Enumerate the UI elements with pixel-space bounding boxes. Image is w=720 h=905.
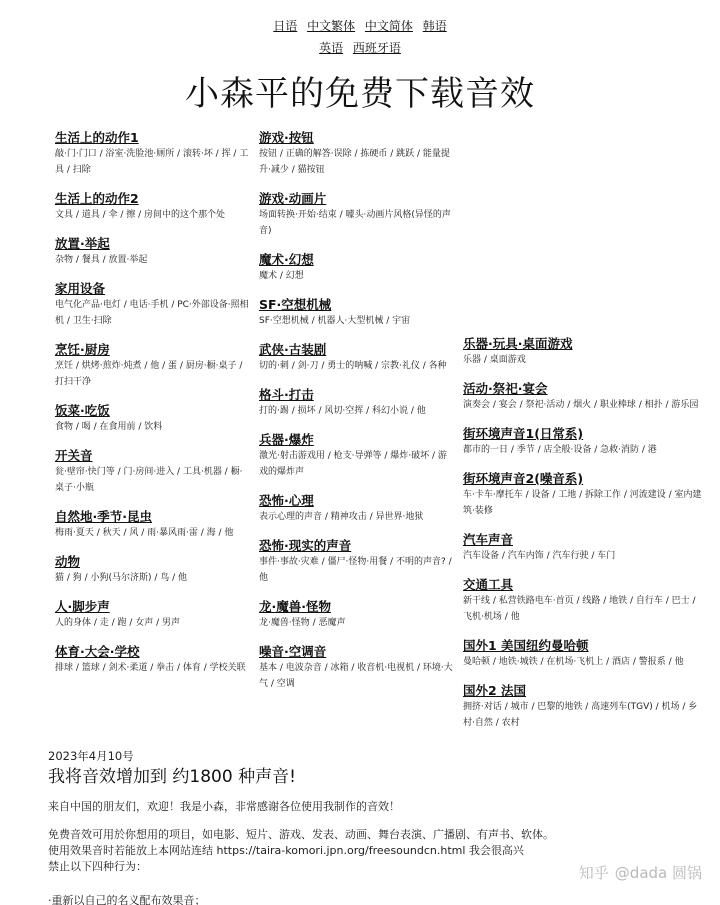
news-headline: 我将音效增加到 约1800 种声音! [48,767,296,787]
category-link[interactable]: 格斗·打击 [259,387,314,402]
category-link[interactable]: 动物 [55,554,81,569]
category-link[interactable]: 国外1 美国纽约曼哈顿 [463,638,589,653]
news-date: 2023年4月10号 [48,749,134,763]
category-desc: 杂物 / 餐具 / 放置·举起 [55,255,148,265]
language-row-1 [0,15,720,37]
category-item [259,188,455,239]
category-link[interactable]: 恐怖·现实的声音 [259,538,352,553]
category-link[interactable]: 体育·大会·学校 [55,644,140,659]
category-desc: 文具 / 道具 / 伞 / 擦 / 房间中的这个那个处 [55,210,226,220]
category-link[interactable]: 噪音·空调音 [259,644,327,659]
category-desc: 拥挤·对话 / 城市 / 巴黎的地铁 / 高速列车(TGV) / 机场 / 乡村·自然 / 农村 [463,702,698,728]
category-item [259,384,455,419]
category-item [55,596,251,631]
category-desc: 表示心理的声音 / 精神攻击 / 异世界·地狱 [259,512,424,522]
category-item [55,506,251,541]
category-link[interactable]: 生活上的动作2 [55,191,139,206]
category-link[interactable]: 武侠·古装剧 [259,342,327,357]
category-item [259,490,455,525]
category-desc: 基本 / 电波杂音 / 冰箱 / 收音机·电视机 / 环境·大气 / 空调 [259,663,453,689]
category-item [55,188,251,223]
category-item [55,400,251,435]
category-desc: 梅雨·夏天 / 秋天 / 风 / 雨·暴风雨·雷 / 海 / 他 [55,528,234,538]
category-desc: 按钮 / 正确的解答·误除 / 拣硬币 / 跳跃 / 能量提升·减少 / 猫按钮 [259,149,450,175]
category-link[interactable]: 兵器·爆炸 [259,432,314,447]
category-item [259,641,455,692]
lang-link-english[interactable]: 英语 [319,41,344,55]
category-desc: 切的·刺 / 剑·刀 / 勇士的呐喊 / 宗教·礼仪 / 各种 [259,361,447,371]
category-link[interactable]: 汽车声音 [463,532,514,547]
category-desc: 瓮·壁帘·快门等 / 门·房间·进入 / 工具·机器 / 橱·桌子·小瓶 [55,467,243,493]
category-item [463,423,703,458]
category-item [259,429,455,480]
category-desc: SF·空想机械 / 机器人·大型机械 / 宇宙 [259,316,411,326]
category-desc: 魔术 / 幻想 [259,271,304,281]
category-item [463,680,703,731]
category-desc: 人的身体 / 走 / 跑 / 女声 / 男声 [55,618,181,628]
category-link[interactable]: 乐器·玩具·桌面游戏 [463,336,573,351]
category-item [463,529,703,564]
category-item [259,249,455,284]
category-link[interactable]: 活动·祭祀·宴会 [463,381,548,396]
category-link[interactable]: 龙·魔兽·怪物 [259,599,331,614]
category-item [259,127,455,178]
category-link[interactable]: 游戏·动画片 [259,191,327,206]
page-title: 小森平的免费下载音效 [185,74,535,114]
category-item [55,278,251,329]
category-item [259,339,455,374]
category-link[interactable]: 放置·举起 [55,236,110,251]
category-item [259,596,455,631]
category-link[interactable]: 街环境声音1(日常系) [463,426,584,441]
category-column-3 [463,333,703,741]
category-link[interactable]: 国外2 法国 [463,683,527,698]
category-desc: 龙·魔兽·怪物 / 恶魔声 [259,618,346,628]
category-item [259,294,455,329]
usage-text-3: 禁止以下四种行为： [48,860,147,873]
category-item [259,535,455,586]
category-link[interactable]: 生活上的动作1 [55,130,139,145]
category-desc: 演奏会 / 宴会 / 祭祀·活动 / 烟火 / 职业棒球 / 相扑 / 游乐园 [463,400,699,410]
lang-link-korean[interactable]: 韩语 [422,19,447,33]
category-link[interactable]: 人·脚步声 [55,599,110,614]
category-desc: 打的·踢 / 损坏 / 风切·空挥 / 科幻小说 / 他 [259,406,426,416]
category-desc: 车·卡车·摩托车 / 设备 / 工地 / 拆除工作 / 河流建设 / 室内建筑·装修 [463,490,702,516]
category-link[interactable]: SF·空想机械 [259,297,332,312]
category-link[interactable]: 游戏·按钮 [259,130,314,145]
category-item [463,378,703,413]
category-desc: 排球 / 篮球 / 剑术·柔道 / 拳击 / 体育 / 学校关联 [55,663,246,673]
category-desc: 汽车设备 / 汽车内饰 / 汽车行驶 / 车门 [463,551,616,561]
rule-item: ·重新以自己的名义配布效果音； [48,894,206,905]
category-link[interactable]: 交通工具 [463,577,514,592]
category-item [463,468,703,519]
lang-link-spanish[interactable]: 西班牙语 [352,41,401,55]
category-desc: 激光·射击游戏用 / 枪支·导弹等 / 爆炸·破坏 / 游戏的爆炸声 [259,451,447,477]
category-column-1 [55,127,251,686]
language-row-2 [0,37,720,59]
category-link[interactable]: 魔术·幻想 [259,252,314,267]
category-item [55,127,251,178]
language-nav [0,15,720,59]
category-link[interactable]: 恐怖·心理 [259,493,314,508]
category-item [55,641,251,676]
category-item [463,333,703,368]
category-link[interactable]: 街环境声音2(噪音系) [463,471,584,486]
category-desc: 烹饪 / 烘烤·煎炸·炖煮 / 他 / 蛋 / 厨房·橱·桌子 / 打扫干净 [55,361,243,387]
category-link[interactable]: 饭菜·吃饭 [55,403,110,418]
usage-text-1: 免费音效可用於你想用的项目，如电影、短片、游戏、发表、动画、舞台表演、广播剧、有声书、软体。 [48,828,554,841]
usage-text-2: 使用效果音时若能放上本网站连结 https://taira-komori.jpn.org/freesoundcn.html 我会很高兴 [48,844,524,857]
category-item [463,574,703,625]
lang-link-traditional-chinese[interactable]: 中文繁体 [307,19,356,33]
category-desc: 新干线 / 私营铁路电车·首页 / 线路 / 地铁 / 自行车 / 巴士 / 飞机·机场 / 他 [463,596,696,622]
lang-link-japanese[interactable]: 日语 [273,19,298,33]
category-item [463,635,703,670]
category-column-2 [259,127,455,702]
category-desc: 猫 / 狗 / 小狗(马尔济斯) / 鸟 / 他 [55,573,188,583]
news-section [48,748,668,905]
category-desc: 食物 / 喝 / 在食用前 / 饮料 [55,422,163,432]
category-link[interactable]: 家用设备 [55,281,106,296]
category-desc: 乐器 / 桌面游戏 [463,355,526,365]
category-link[interactable]: 开关音 [55,448,93,463]
category-desc: 场面转换·开始·结束 / 噱头·动画片风格(异怪的声音) [259,210,451,236]
category-link[interactable]: 烹饪·厨房 [55,342,110,357]
welcome-text: 来自中国的朋友们，欢迎！我是小森，非常感谢各位使用我制作的音效！ [48,800,400,813]
category-item [55,339,251,390]
lang-link-simplified-chinese[interactable]: 中文简体 [364,19,413,33]
category-desc: 电气化产品·电灯 / 电话·手机 / PC·外部设备·照相机 / 卫生·扫除 [55,300,249,326]
watermark-brand: 知乎 [578,864,609,882]
category-desc: 都市的一日 / 季节 / 店全般·设备 / 急救·消防 / 港 [463,445,657,455]
category-desc: 事件·事故·灾难 / 僵尸·怪物·用餐 / 不明的声音? / 他 [259,557,452,583]
category-item [55,233,251,268]
zhihu-watermark [579,862,702,883]
category-desc: 曼哈顿 / 地铁·城铁 / 在机场·飞机上 / 酒店 / 警报系 / 他 [463,657,684,667]
category-desc: 敲·门·门口 / 浴室·洗脸池·厕所 / 滚转·坏 / 挥 / 工具 / 扫除 [55,149,249,175]
watermark-author: @dada 圆锅 [614,864,702,882]
category-link[interactable]: 自然地·季节·昆虫 [55,509,152,524]
category-item [55,445,251,496]
category-item [55,551,251,586]
